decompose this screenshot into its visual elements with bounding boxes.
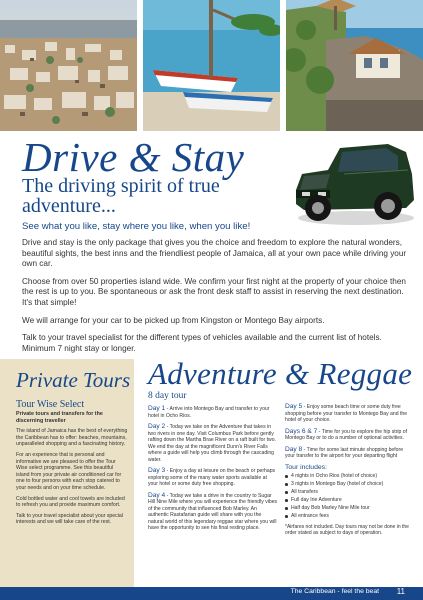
kingston-city-aerial-photo [0,0,137,131]
day-label: Days 6 & 7 [285,427,318,435]
itinerary-column-left [148,406,278,537]
fishing-boats-beach-photo [143,0,280,131]
tour-include-item: All transfers [285,489,413,496]
itinerary-day [148,493,278,532]
private-tours-paragraph: Cold bottled water and cool towels are included to refresh you and provide maximum comfort. [16,495,125,509]
day-label: Day 3 [148,467,166,474]
day-text: - Time for some last minute shopping before your transfer to the airport for your departing flight [285,446,404,459]
private-tours-title: Private Tours [16,368,131,392]
adventure-reggae-title: Adventure & Reggae [148,356,413,391]
jeep-car-illustration [288,130,418,230]
private-tours-body [16,411,128,530]
private-tours-paragraph: The island of Jamaica has the best of everything the Caribbean has to offer: beaches, mountains, unparalleled shopping and a fascinating history. [16,428,128,448]
day-label: Day 4 [148,491,166,499]
drive-stay-paragraph: Drive and stay is the only package that gives you the choice and freedom to explore the natural wonders, beautiful sights, the best inns and the friendliest people of Jamaica, all at your own pace while driving your own car. [22,238,407,269]
drive-stay-title: Drive & Stay [22,134,245,180]
day-text: - Arrive into Montego Bay and transfer to your hotel in Ocho Rios. [148,406,270,419]
day-label: Day 2 [148,423,166,430]
tour-includes-list [285,473,413,520]
itinerary-day [285,429,413,442]
itinerary-day [285,404,413,424]
itinerary-day [148,424,278,463]
drive-stay-body [22,238,412,361]
day-label: Day 5 [285,403,303,410]
tour-include-item: All entrance fees [285,513,413,520]
itinerary-column-right [285,404,413,537]
footer-bar [0,587,423,600]
private-tours-paragraph: For an experience that is personal and informative we are pleased to offer the Tour Wise select programme. See this beautiful island from your private air conditioned car for one to four persons with each stop catered to your needs and on your time schedule. [16,451,122,491]
header-photo-strip [0,0,423,131]
drive-stay-paragraph: Talk to your travel specialist for the different types of vehicles available and the current list of hotels. Minimum 7 night stay or longer. [22,333,382,353]
private-tours-paragraph: Talk to your travel specialist about your special interests and we will take care of the rest. [16,512,123,526]
drive-stay-subtitle: See what you like, stay where you like, when you like! [22,221,251,232]
private-tours-lead: Private tours and transfers for the discerning traveller [16,411,103,424]
airfare-note: *Airfares not included. Day tours may not be done in the order stated as subject to days of operation. [285,523,409,536]
itinerary-day [148,406,278,419]
tour-include-item: 3 nights in Montego Bay (hotel of choice) [285,481,413,488]
tour-include-item: Full day Irie Adventure [285,497,413,504]
drive-stay-paragraph: We will arrange for your car to be picked up from Kingston or Montego Bay airports. [22,315,325,325]
footer-slogan: The Caribbean - feel the beat [290,588,379,595]
day-text: - Enjoy some beach time or some duty free shopping before your transfer to Montego Bay and the hotel of your choice. [285,404,408,423]
day-label: Day 8 [285,445,303,453]
tour-include-item: 4 nights in Ocho Rios (hotel of choice) [285,473,413,480]
tour-includes-heading: Tour includes: [285,463,327,471]
day-text: - Enjoy a day at leisure on the beach or perhaps exploring some of the many water sports available at your hotel or some duty free shopping. [148,468,276,487]
page-number: 11 [396,587,405,596]
day-text: - Today we take a drive in the country to Sugar Hill Nine Mile where you will experience the friendly vibes of the community that influenced Bob Marley. An authentic Rastafarian guide will share with you the natural world of this legendary reggae star where you will have the opportunity to see his final resting place. [148,492,278,531]
adventure-reggae-subtitle: 8 day tour [148,391,187,401]
itinerary-day [285,447,413,460]
drive-stay-paragraph: Choose from over 50 properties island wide. We confirm your first night at the property of your choice then the rest is up to you. Be spontaneous or ask the front desk staff to assist in reserving the next destination. It's that simple! [22,276,406,307]
drive-stay-tagline: The driving spirit of true adventure... [22,175,220,217]
tour-include-item: Half day Bob Marley Nine Mile tour [285,505,413,512]
day-text: - Time for you to explore the hip strip of Montego Bay or to do a number of optional activities. [285,428,408,441]
itinerary-day [148,468,278,488]
day-label: Day 1 [148,405,166,412]
cliff-villa-sea-photo [286,0,423,131]
private-tours-subtitle: Tour Wise Select [16,399,85,410]
day-text: - Today we take on the Adventure that takes in two rivers in one day. Visit Columbus Park before gently rafting down the Martha Brae River on a raft built for two. We end the day at the magnificent Dunn's River Falls where a guide will help you climb through the cascading water. [148,424,276,463]
